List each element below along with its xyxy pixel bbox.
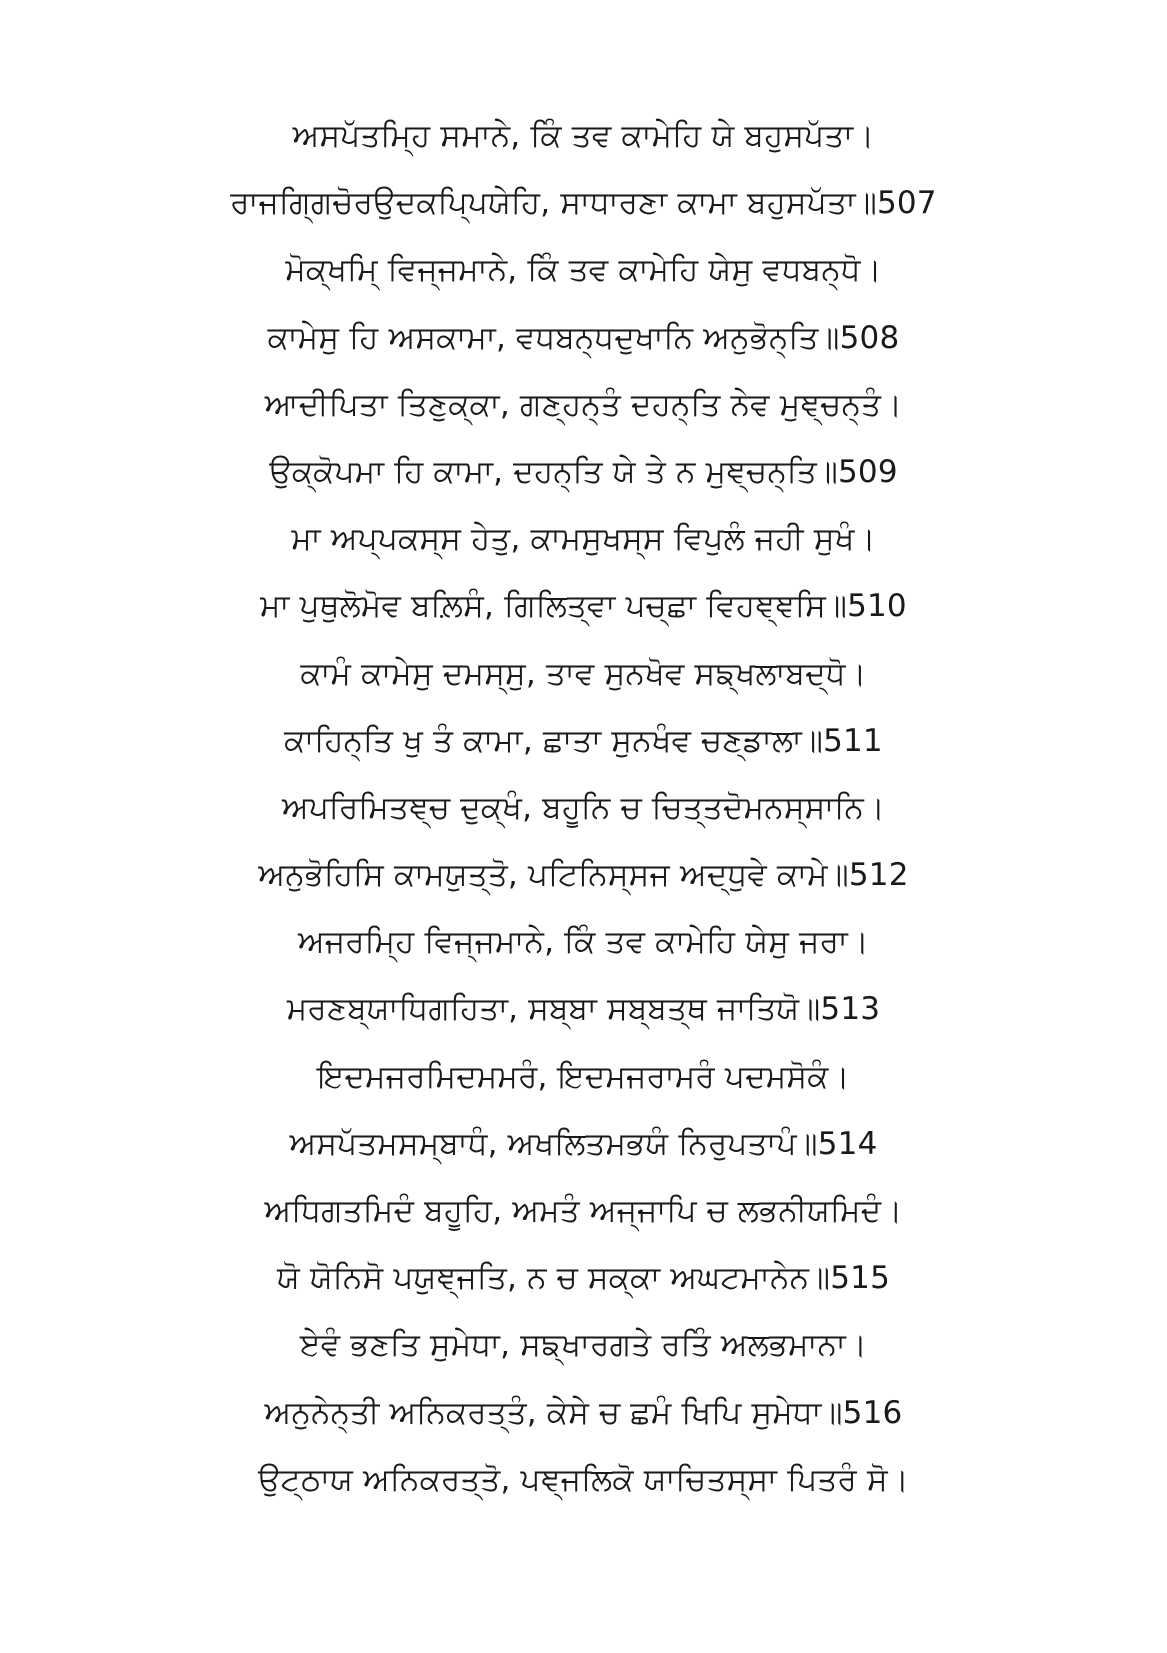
- verse-line: ਉਕ੍ਕੋਪਮਾ ਹਿ ਕਾਮਾ, ਦਹਨ੍ਤਿ ਯੇ ਤੇ ਨ ਮੁਞ੍ਚਨ੍ਤਿ॥509: [269, 453, 898, 490]
- verse-line: ਰਾਜਗਿ੍ਗਚੋਰਉਦਕਪਿ੍ਪਯੇਹਿ, ਸਾਧਾਰਣਾ ਕਾਮਾ ਬਹੁਸਪੱਤਾ॥507: [230, 185, 937, 222]
- verse-line: ਕਾਮੇਸੁ ਹਿ ਅਸਕਾਮਾ, ਵਧਬਨ੍ਧਦੁਖਾਨਿ ਅਨੁਭੋਨ੍ਤਿ॥508: [267, 319, 900, 356]
- verse-line: ਅਪਰਿਮਿਤਞ੍ਚ ਦੁਕ੍ਖੰ, ਬਹੂਨਿ ਚ ਚਿਤ੍ਤਦੋਮਨਸ੍ਸਾਨਿ।: [281, 789, 886, 826]
- verse-line: ਕਾਹਿਨ੍ਤਿ ਖੁ ਤੰ ਕਾਮਾ, ਛਾਤਾ ਸੁਨਖੰਵ ਚਣ੍ਡਾਲਾ॥511: [284, 722, 883, 759]
- verse-line: ਉਟ੍ਠਾਯ ਅਨਿਕਰਤ੍ਤੋ, ਪਞ੍ਜਲਿਕੋ ਯਾਚਿਤਸ੍ਸਾ ਪਿਤਰੰ ਸੋ।: [258, 1461, 909, 1498]
- verse-line: ਆਦੀਪਿਤਾ ਤਿਣੁਕ੍ਕਾ, ਗਣ੍ਹਨ੍ਤੰ ਦਹਨ੍ਤਿ ਨੇਵ ਮੁਞ੍ਚਨ੍ਤੰ।: [264, 386, 903, 423]
- verse-line: ਏਵੰ ਭਣਤਿ ਸੁਮੇਧਾ, ਸਙ੍ਖਾਰਗਤੇ ਰਤਿੰ ਅਲਭਮਾਨਾ।: [299, 1327, 868, 1364]
- verse-line: ਮੋਕ੍ਖਮਿ੍ ਵਿਜ੍ਜਮਾਨੇ, ਕਿੰ ਤਵ ਕਾਮੇਹਿ ਯੇਸੁ ਵਧਬਨ੍ਧੋ।: [285, 252, 882, 289]
- verse-line: ਕਾਮੰ ਕਾਮੇਸੁ ਦਮਸ੍ਸੁ, ਤਾਵ ਸੁਨਖੋਵ ਸਙ੍ਖਲਾਬਦ੍ਧੋ।: [300, 655, 867, 692]
- verse-line: ਅਧਿਗਤਮਿਦੰ ਬਹੂਹਿ, ਅਮਤੰ ਅਜ੍ਜਾਪਿ ਚ ਲਭਨੀਯਮਿਦੰ।: [264, 1193, 903, 1229]
- verse-line: ਅਸਪੱਤਮਸਮ੍ਬਾਧੰ, ਅਖਲਿਤਮਭਯੰ ਨਿਰੁਪਤਾਪੰ॥514: [289, 1125, 878, 1162]
- verse-line: ਇਦਮਜਰਮਿਦਮਮਰੰ, ਇਦਮਜਰਾਮਰੰ ਪਦਮਸੋਕੰ।: [317, 1058, 850, 1095]
- verse-list: [0, 103, 1167, 1514]
- verse-line: ਮਾ ਅਪ੍ਪਕਸ੍ਸ ਹੇਤੁ, ਕਾਮਸੁਖਸ੍ਸ ਵਿਪੁਲੰ ਜਹੀ ਸੁਖੰ।: [291, 521, 876, 558]
- verse-line: ਯੋ ਯੋਨਿਸੋ ਪਯੁਞ੍ਜਤਿ, ਨ ਚ ਸਕ੍ਕਾ ਅਘਟਮਾਨੇਨ॥515: [276, 1260, 891, 1297]
- verse-line: ਮਾ ਪੁਥੁਲੋਮੋਵ ਬਲ਼ਿਸੰ, ਗਿਲਿਤ੍ਵਾ ਪਚ੍ਛਾ ਵਿਹਞ੍ਞਸਿ॥510: [260, 588, 907, 625]
- verse-line: ਮਰਣਬ੍ਯਾਧਿਗਹਿਤਾ, ਸਬ੍ਬਾ ਸਬ੍ਬਤ੍ਥ ਜਾਤਿਯੋ॥513: [286, 991, 881, 1028]
- verse-line: ਅਨੁਭੋਹਿਸਿ ਕਾਮਯੁਤ੍ਤੋ, ਪਟਿਨਿਸ੍ਸਜ ਅਦ੍ਧੁਵੇ ਕਾਮੇ॥512: [258, 857, 909, 894]
- verse-line: ਅਜਰਮਿ੍ਹ ਵਿਜ੍ਜਮਾਨੇ, ਕਿੰ ਤਵ ਕਾਮੇਹਿ ਯੇਸੁ ਜਰਾ।: [297, 924, 870, 961]
- verse-line: ਅਸਪੱਤਮਿ੍ਹ ਸਮਾਨੇ, ਕਿੰ ਤਵ ਕਾਮੇਹਿ ਯੇ ਬਹੁਸਪੱਤਾ।: [292, 118, 875, 154]
- verse-line: ਅਨੁਨੇਨ੍ਤੀ ਅਨਿਕਰਤ੍ਤੰ, ਕੇਸੇ ਚ ਛਮੰ ਖਿਪਿ ਸੁਮੇਧਾ॥516: [264, 1394, 903, 1431]
